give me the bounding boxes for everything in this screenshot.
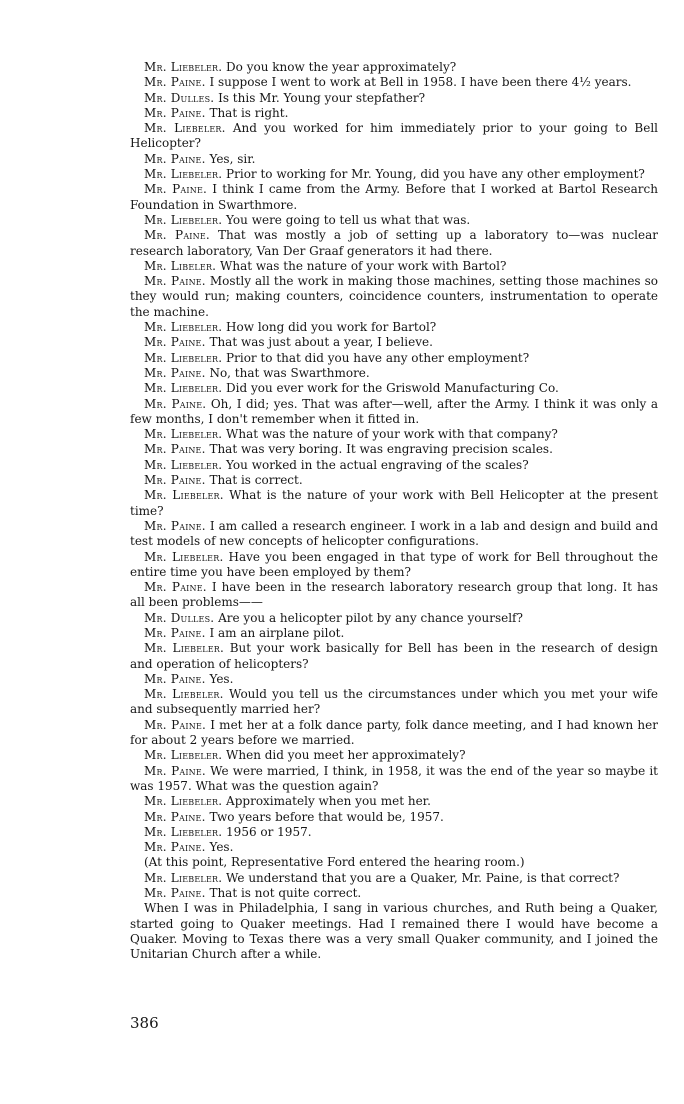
page-number: 386 [130,1014,159,1032]
speech-text: Did you ever work for the Griswold Manufacturing Co. [226,381,559,396]
speaker-name: Mr. Liebeler. [144,824,223,839]
transcript-paragraph [130,152,658,167]
transcript-paragraph [130,427,658,442]
speaker-name: Mr. Dulles. [144,90,215,105]
speaker-name: Mr. Liebeler. [144,794,223,809]
speech-text: Two years before that would be, 1957. [209,809,444,824]
speech-text: That is right. [209,105,289,120]
transcript-paragraph [130,351,658,366]
speaker-name: Mr. Paine. [144,396,207,411]
speech-text: That was mostly a job of setting up a laboratory to—was nuclear research laboratory, Van Der Graaf generators it had there. [130,228,658,258]
speaker-name: Mr. Paine. [144,717,207,732]
speech-text: Oh, I did; yes. That was after—well, after the Army. I think it was only a few months, I don't remember when it fitted in. [130,396,658,426]
speaker-name: Mr. Paine. [144,518,206,533]
transcript-paragraph [130,718,658,749]
speech-text: And you worked for him immediately prior to your going to Bell Helicopter? [130,121,659,151]
speech-text: What was the nature of your work with Bartol? [220,258,507,273]
speech-text: Yes. [209,840,234,855]
transcript-paragraph [130,886,658,901]
speaker-name: Mr. Liebeler. [144,687,224,702]
speech-text: Prior to working for Mr. Young, did you have any other employment? [226,167,645,182]
speech-text: We were married, I think, in 1958, it was the end of the year so maybe it was 1957. What was the question again? [130,763,658,793]
speaker-name: Mr. Liebeler. [144,212,223,227]
speech-text: I am an airplane pilot. [209,625,345,640]
speech-text: 1956 or 1957. [226,824,312,839]
speaker-name: Mr. Paine. [144,442,206,457]
transcript-body [130,60,658,963]
speaker-name: Mr. Paine. [144,580,207,595]
transcript-paragraph [130,641,658,672]
transcript-paragraph [130,167,658,182]
speech-text: How long did you work for Bartol? [226,320,437,335]
transcript-paragraph [130,672,658,687]
speech-text: Yes. [209,671,234,686]
speaker-name: Mr. Liebeler. [144,167,223,182]
speaker-name: Mr. Liebeler. [144,457,223,472]
speaker-name: Mr. Libeler. [144,258,217,273]
transcript-paragraph [130,810,658,825]
speaker-name: Mr. Paine. [144,151,206,166]
transcript-paragraph [130,274,658,320]
speaker-name: Mr. Paine. [144,625,206,640]
speaker-name: Mr. Paine. [144,228,210,243]
speech-text: Are you a helicopter pilot by any chance yourself? [218,610,523,625]
speaker-name: Mr. Paine. [144,809,206,824]
speech-text: Yes, sir. [209,151,256,166]
speaker-name: Mr. Dulles. [144,610,215,625]
transcript-paragraph [130,901,658,962]
speaker-name: Mr. Paine. [144,75,206,90]
transcript-paragraph [130,182,658,213]
speaker-name: Mr. Liebeler. [144,381,223,396]
speaker-name: Mr. Paine. [144,105,206,120]
speaker-name: Mr. Liebeler. [144,320,223,335]
speaker-name: Mr. Liebeler. [144,748,223,763]
speech-text: But your work basically for Bell has been in the research of design and operation of helicopters? [130,641,658,671]
speaker-name: Mr. Paine. [144,335,206,350]
speech-text: What was the nature of your work with that company? [226,427,558,442]
transcript-paragraph [130,442,658,457]
transcript-paragraph [130,840,658,855]
transcript-paragraph [130,611,658,626]
speech-text: Prior to that did you have any other employment? [226,350,530,365]
speaker-name: Mr. Liebeler. [144,641,225,656]
speech-text: I suppose I went to work at Bell in 1958. I have been there 4½ years. [209,75,632,90]
speech-text: Would you tell us the circumstances under which you met your wife and subsequently married her? [130,687,658,717]
speech-text: That is correct. [209,473,303,488]
speech-text: You worked in the actual engraving of the scales? [226,457,529,472]
speech-text: That was just about a year, I believe. [209,335,433,350]
speech-text: Is this Mr. Young your stepfather? [218,90,426,105]
speech-text: (At this point, Representative Ford entered the hearing room.) [144,855,525,870]
transcript-paragraph [130,60,658,75]
transcript-paragraph [130,121,658,152]
transcript-paragraph [130,825,658,840]
transcript-paragraph [130,580,658,611]
speech-text: That was very boring. It was engraving precision scales. [209,442,553,457]
transcript-paragraph [130,259,658,274]
speech-text: What is the nature of your work with Bell Helicopter at the present time? [130,488,658,518]
speech-text: Approximately when you met her. [226,794,431,809]
transcript-paragraph [130,91,658,106]
transcript-paragraph [130,794,658,809]
transcript-paragraph [130,519,658,550]
speech-text: You were going to tell us what that was. [226,212,471,227]
speech-text: Have you been engaged in that type of work for Bell throughout the entire time you have been employed by them? [130,549,658,579]
speech-text: I met her at a folk dance party, folk dance meeting, and I had known her for about 2 years before we married. [130,717,658,748]
transcript-paragraph [130,106,658,121]
speaker-name: Mr. Liebeler. [144,427,223,442]
speaker-name: Mr. Liebeler. [144,870,223,885]
speech-text: We understand that you are a Quaker, Mr. Paine, is that correct? [226,870,620,885]
speaker-name: Mr. Liebeler. [144,488,224,503]
transcript-paragraph [130,458,658,473]
speaker-name: Mr. Paine. [144,886,206,901]
speaker-name: Mr. Liebeler. [144,350,223,365]
transcript-paragraph [130,626,658,641]
transcript-paragraph [130,335,658,350]
transcript-paragraph [130,764,658,795]
transcript-paragraph [130,748,658,763]
transcript-paragraph [130,473,658,488]
speaker-name: Mr. Liebeler. [144,549,224,564]
transcript-paragraph [130,228,658,259]
speech-text: I am called a research engineer. I work in a lab and design and build and test models of new concepts of helicopter configurations. [130,518,658,549]
transcript-paragraph [130,550,658,581]
speaker-name: Mr. Paine. [144,763,206,778]
speech-text: Mostly all the work in making those machines, setting those machines so they would run; making counters, coincidence counters, instrumentation to operate the machine. [130,274,658,319]
speech-text: Do you know the year approximately? [226,60,457,74]
speaker-name: Mr. Liebeler. [144,121,226,136]
speech-text: No, that was Swarthmore. [209,365,370,380]
transcript-paragraph [130,397,658,428]
speaker-name: Mr. Paine. [144,840,206,855]
speaker-name: Mr. Paine. [144,274,206,289]
transcript-paragraph [130,871,658,886]
speaker-name: Mr. Liebeler. [144,60,223,74]
speech-text: When I was in Philadelphia, I sang in various churches, and Ruth being a Quaker, started going to Quaker meetings. Had I remained there I would have become a Quaker. Moving to Texas there was a very small Quaker community, and I joined the Unitarian Church after a while. [130,901,658,962]
transcript-paragraph [130,687,658,718]
speaker-name: Mr. Paine. [144,182,208,197]
speech-text: I think I came from the Army. Before that I worked at Bartol Research Foundation in Swarthmore. [130,182,658,212]
transcript-paragraph [130,488,658,519]
speaker-name: Mr. Paine. [144,473,206,488]
speech-text: I have been in the research laboratory research group that long. It has all been problems—— [130,580,658,610]
transcript-paragraph [130,366,658,381]
transcript-paragraph [130,381,658,396]
transcript-paragraph [130,855,658,870]
transcript-paragraph [130,213,658,228]
speaker-name: Mr. Paine. [144,671,206,686]
speaker-name: Mr. Paine. [144,365,206,380]
transcript-paragraph [130,320,658,335]
transcript-paragraph [130,75,658,90]
speech-text: That is not quite correct. [209,886,362,901]
speech-text: When did you meet her approximately? [226,748,466,763]
